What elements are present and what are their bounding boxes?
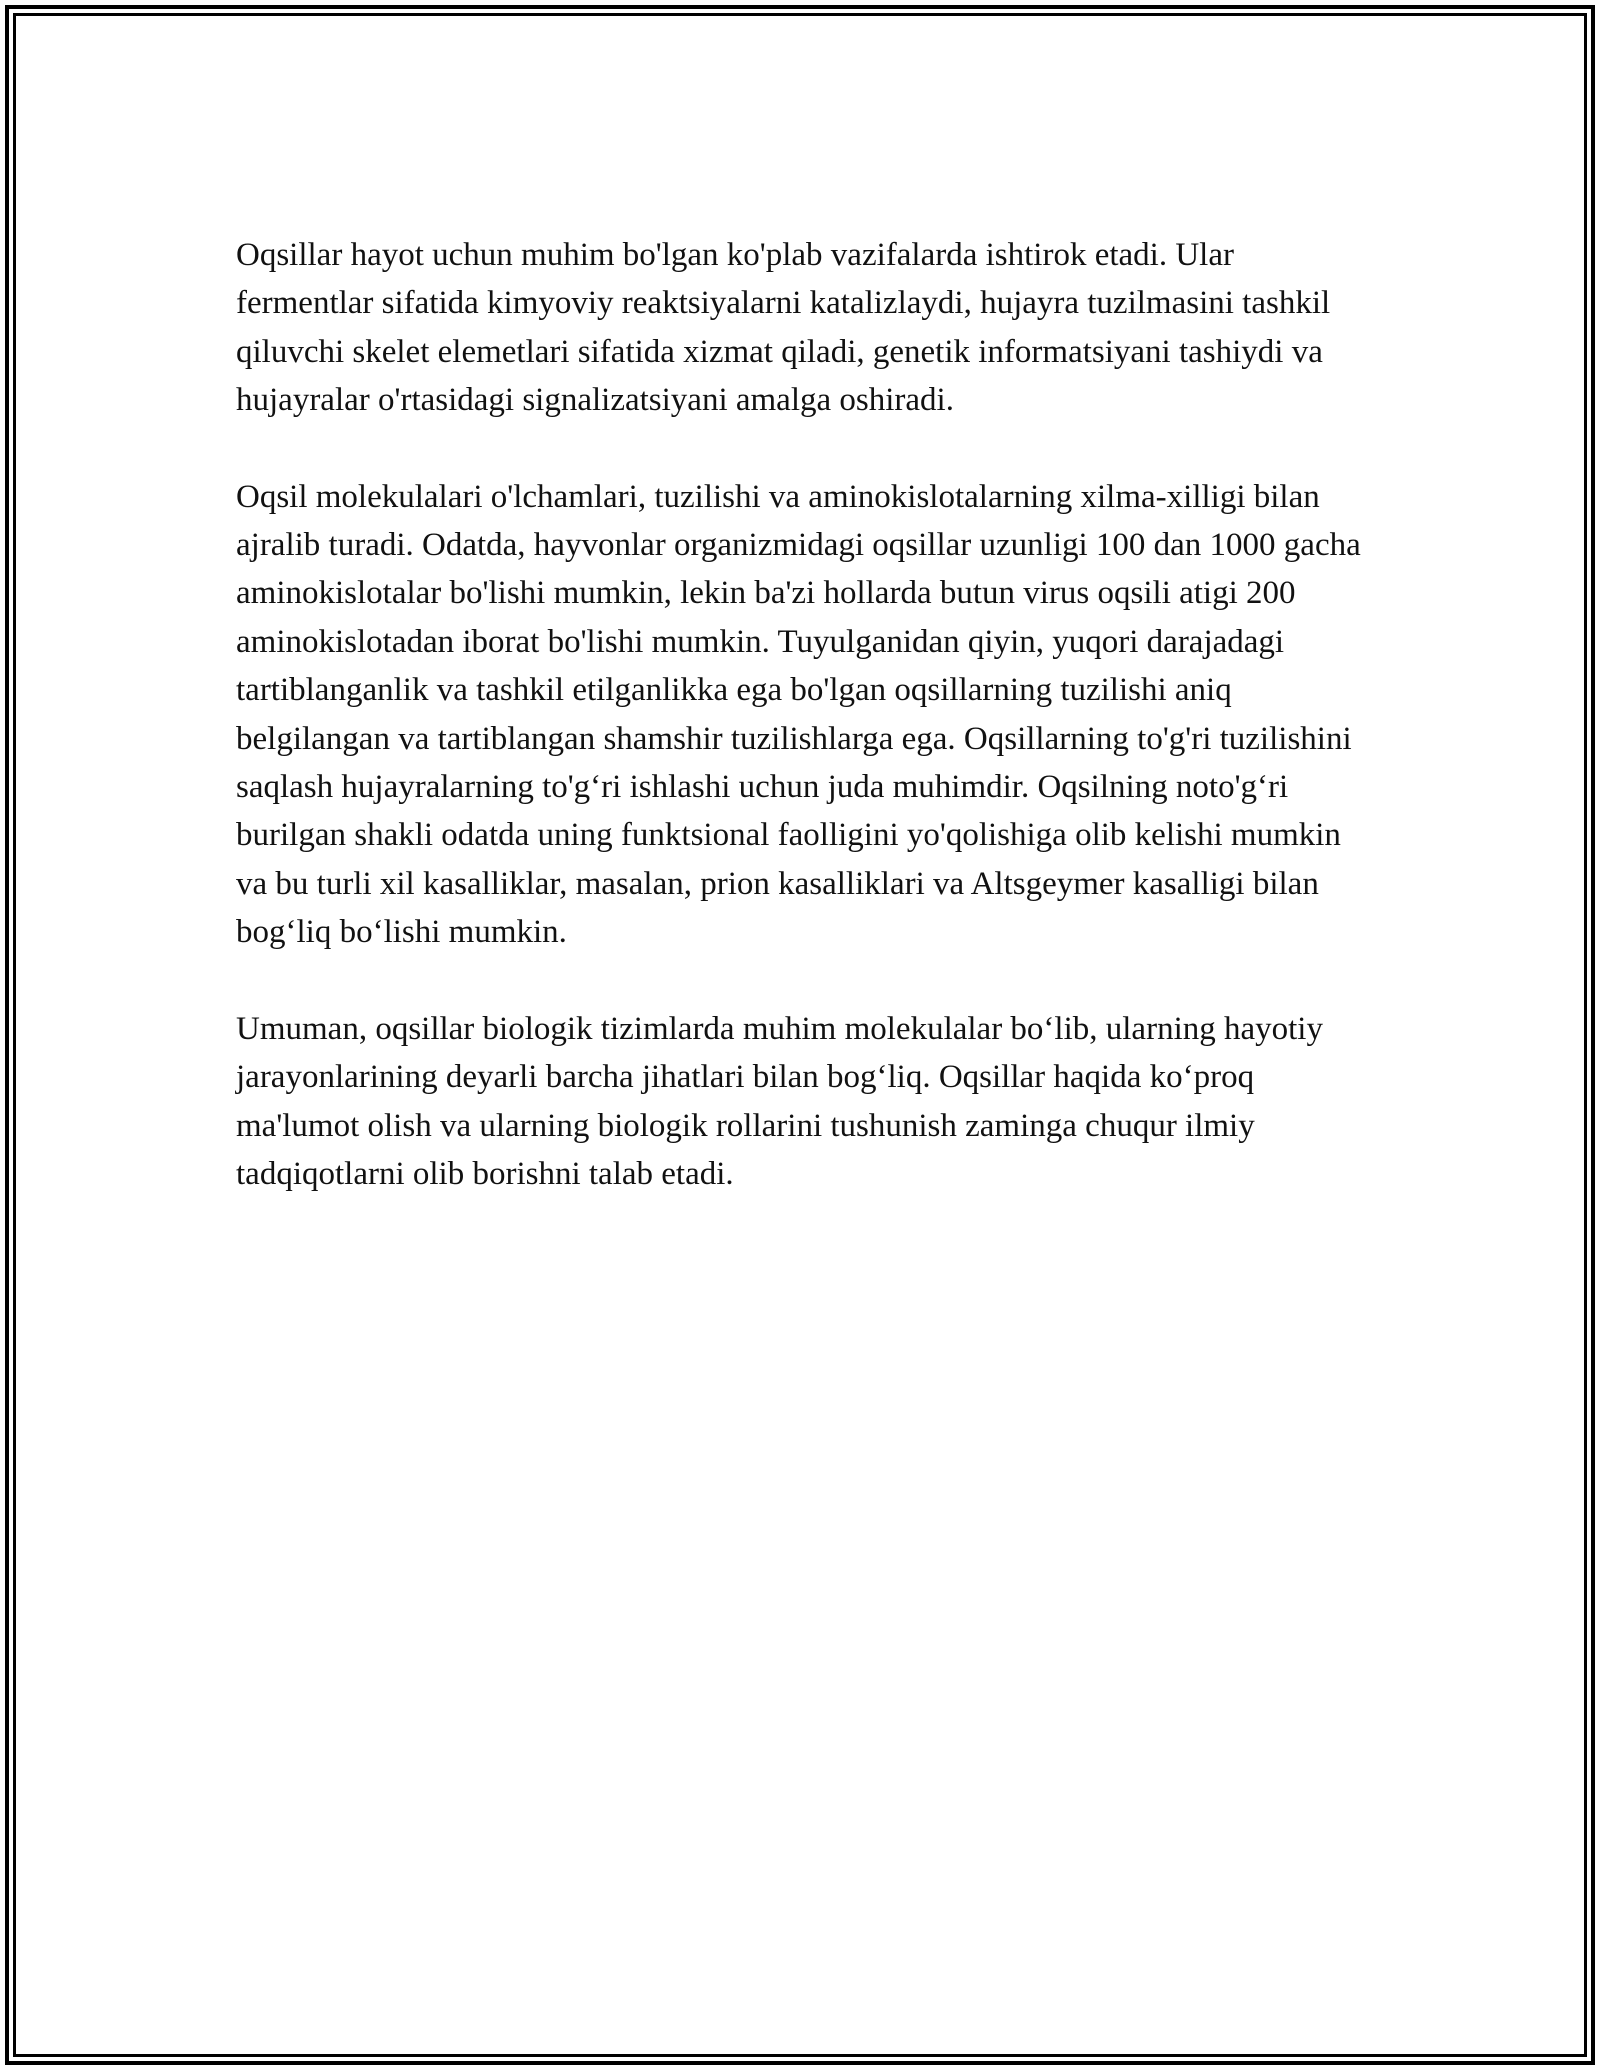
- document-body: [236, 231, 1376, 1246]
- paragraph-3: Umuman, oqsillar biologik tizimlarda muhim molekulalar bo‘lib, ularning hayotiy jarayonlarining deyarli barcha jihatlari bilan bog‘liq. Oqsillar haqida ko‘proq ma'lumot olish va ularning biologik rollarini tushunish zaminga chuqur ilmiy tadqiqotlarni olib borishni talab etadi.: [236, 1010, 1323, 1192]
- paragraph-2: Oqsil molekulalari o'lchamlari, tuzilishi va aminokislotalarning xilma-xilligi bilan ajralib turadi. Odatda, hayvonlar organizmidagi oqsillar uzunligi 100 dan 1000 gacha aminokislotalar bo'lishi mumkin, lekin ba'zi hollarda butun virus oqsili atigi 200 aminokislotadan iborat bo'lishi mumkin. Tuyulganidan qiyin, yuqori darajadagi tartiblanganlik va tashkil etilganlikka ega bo'lgan oqsillarning tuzilishi aniq belgilangan va tartiblangan shamshir tuzilishlarga ega. Oqsillarning to'g'ri tuzilishini saqlash hujayralarning to'g‘ri ishlashi uchun juda muhimdir. Oqsilning noto'g‘ri burilgan shakli odatda uning funktsional faolligini yo'qolishiga olib kelishi mumkin va bu turli xil kasalliklar, masalan, prion kasalliklari va Altsgeymer kasalligi bilan bog‘liq bo‘lishi mumkin.: [236, 478, 1361, 951]
- paragraph-1: Oqsillar hayot uchun muhim bo'lgan ko'plab vazifalarda ishtirok etadi. Ular fermentlar sifatida kimyoviy reaktsiyalarni katalizlaydi, hujayra tuzilmasini tashkil qiluvchi skelet elemetlari sifatida xizmat qiladi, genetik informatsiyani tashiydi va hujayralar o'rtasidagi signalizatsiyani amalga oshiradi.: [236, 237, 1331, 419]
